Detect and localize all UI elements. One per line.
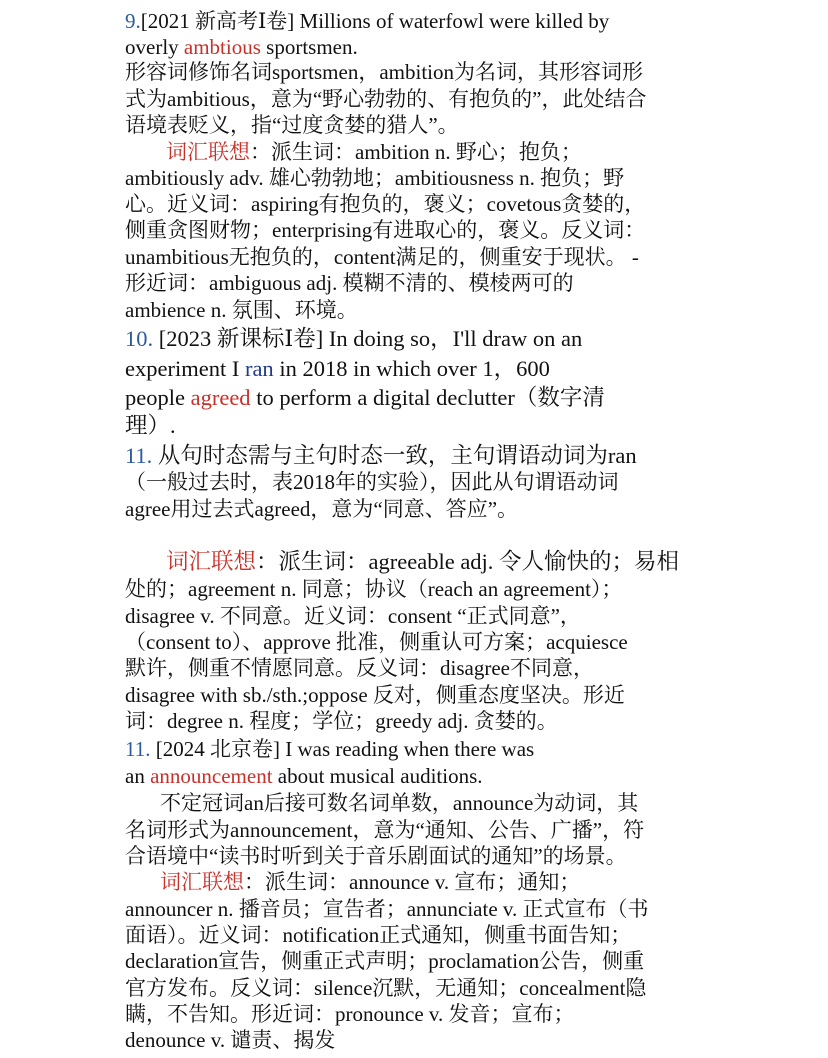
answer-word: ambtious [183,35,261,59]
explanation-line: 11. 从句时态需与主句时态一致，主句谓语动词为ran [125,443,637,468]
vocab-line: 瞒，不告知。形近词：pronounce v. 发音；宣布； [125,1002,575,1026]
vocab-line: 心。近义词：aspiring有抱负的，褒义；covetous贪婪的， [125,192,646,216]
explanation-line: agree用过去式agreed，意为“同意、答应”。 [125,497,519,521]
vocab-line: denounce v. 谴责、揭发 [125,1028,336,1052]
vocab-line: disagree with sb./sth.;oppose 反对，侧重态度坚决。形近 [125,683,625,707]
explanation-line: 不定冠词an后接可数名词单数，announce为动词，其 [160,791,639,815]
vocab-line: declaration宣告，侧重正式声明；proclamation公告，侧重 [125,949,645,973]
item-9-question-line-2: overly ambtious sportsmen. [125,35,358,59]
explanation-line: 名词形式为announcement，意为“通知、公告、广播”，符 [125,818,645,842]
item-10-question-line-4: 理）. [125,413,176,438]
item-9-question-line-1: 9.[2021 新高考Ⅰ卷] Millions of waterfowl were killed by [125,9,610,33]
item-number: 11. [125,443,153,468]
item-number: 11. [125,737,151,761]
vocab-line: 默许，侧重不情愿同意。反义词：disagree不同意， [125,656,594,680]
vocab-line: 词：degree n. 程度；学位；greedy adj. 贪婪的。 [125,709,558,733]
vocab-line: 面语）。近义词：notification正式通知，侧重书面告知； [125,923,632,947]
explanation-line: 语境表贬义，指“过度贪婪的猎人”。 [125,113,459,137]
vocab-line: 处的；agreement n. 同意；协议（reach an agreement）； [125,577,623,601]
vocab-association-label: 词汇联想 [166,140,250,164]
answer-word: announcement [150,764,273,788]
context-word: ran [244,356,274,381]
vocab-association-label: 词汇联想 [160,870,244,894]
vocab-line: disagree v. 不同意。近义词：consent “正式同意”， [125,604,581,628]
vocab-line: announcer n. 播音员；宣告者；annunciate v. 正式宣布（书 [125,897,649,921]
item-10-question-line-2: experiment I ran in 2018 in which over 1，600 [125,356,550,381]
item-11-question-line-1: 11. [2024 北京卷] I was reading when there was [125,737,535,761]
explanation-line: （一般过去时，表2018年的实验），因此从句谓语动词 [125,470,619,494]
item-10-question-line-1: 10. [2023 新课标Ⅰ卷] In doing so，I'll draw on an [125,326,583,351]
item-11-question-line-2: an announcement about musical auditions. [125,764,483,788]
item-number: 10. [125,326,154,351]
vocab-line: ambience n. 氛围、环境。 [125,298,358,322]
vocab-line: 词汇联想：派生词：ambition n. 野心；抱负； [166,140,582,164]
explanation-line: 形容词修饰名词sportsmen，ambition为名词，其形容词形 [125,60,643,84]
answer-word: agreed [190,385,251,410]
item-number: 9. [125,9,141,33]
vocab-line: 侧重贪图财物；enterprising有进取心的，褒义。反义词： [125,218,646,242]
explanation-line: 合语境中“读书时听到关于音乐剧面试的通知”的场景。 [125,844,627,868]
vocab-line: ambitiously adv. 雄心勃勃地；ambitiousness n. 抱负；野 [125,166,625,190]
vocab-line: 官方发布。反义词：silence沉默，无通知；concealment隐 [125,976,647,1000]
vocab-line: unambitious无抱负的，content满足的，侧重安于现状。 - [125,245,639,269]
item-10-question-line-3: people agreed to perform a digital declutter（数字清 [125,385,605,410]
vocab-line: 词汇联想：派生词：agreeable adj. 令人愉快的；易相 [166,549,680,574]
vocab-association-label: 词汇联想 [166,549,257,574]
vocab-line: 形近词：ambiguous adj. 模糊不清的、模棱两可的 [125,271,574,295]
explanation-line: 式为ambitious，意为“野心勃勃的、有抱负的”，此处结合 [125,87,647,111]
vocab-line: （consent to）、approve 批准，侧重认可方案；acquiesce [125,630,628,654]
vocab-line: 词汇联想：派生词：announce v. 宣布；通知； [160,870,581,894]
